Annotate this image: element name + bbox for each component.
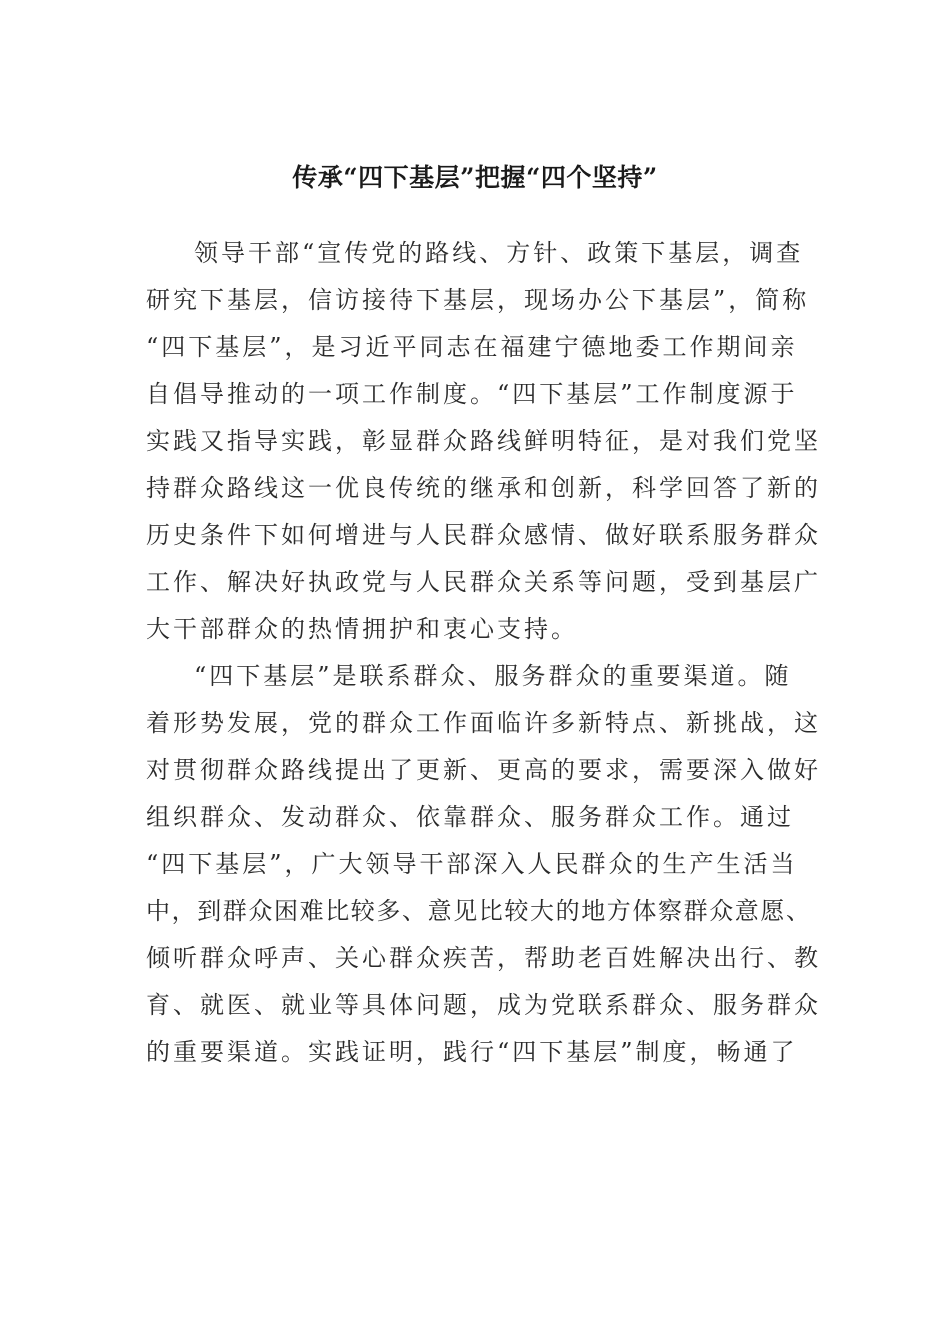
text-line: 领导干部“宣传党的路线、方针、政策下基层，调查 <box>194 239 804 267</box>
text-line: 倾听群众呼声、关心群众疾苦，帮助老百姓解决出行、教 <box>146 944 821 972</box>
text-line: 组织群众、发动群众、依靠群众、服务群众工作。通过 <box>146 803 794 831</box>
text-line: “四下基层”，是习近平同志在福建宁德地委工作期间亲 <box>146 333 798 361</box>
text-line: 的重要渠道。实践证明，践行“四下基层”制度，畅通了 <box>146 1038 798 1066</box>
text-line: “四下基层”，广大领导干部深入人民群众的生产生活当 <box>146 850 798 878</box>
text-line: 着形势发展，党的群众工作面临许多新特点、新挑战，这 <box>146 709 821 737</box>
text-line: 自倡导推动的一项工作制度。“四下基层”工作制度源于 <box>146 380 798 408</box>
text-line: 对贯彻群众路线提出了更新、更高的要求，需要深入做好 <box>146 756 821 784</box>
text-line: 持群众路线这一优良传统的继承和创新，科学回答了新的 <box>146 474 821 502</box>
text-line: 实践又指导实践，彰显群众路线鲜明特征，是对我们党坚 <box>146 427 821 455</box>
text-line: 育、就医、就业等具体问题，成为党联系群众、服务群众 <box>146 991 821 1019</box>
text-line: 历史条件下如何增进与人民群众感情、做好联系服务群众 <box>146 521 821 549</box>
text-line: 大干部群众的热情拥护和衷心支持。 <box>146 615 578 643</box>
text-line: 中，到群众困难比较多、意见比较大的地方体察群众意愿、 <box>146 897 812 925</box>
document-title: 传承“四下基层”把握“四个坚持” <box>292 163 658 192</box>
text-line: “四下基层”是联系群众、服务群众的重要渠道。随 <box>194 662 792 690</box>
text-line: 研究下基层，信访接待下基层，现场办公下基层”，简称 <box>146 286 810 314</box>
text-line: 工作、解决好执政党与人民群众关系等问题，受到基层广 <box>146 568 821 596</box>
